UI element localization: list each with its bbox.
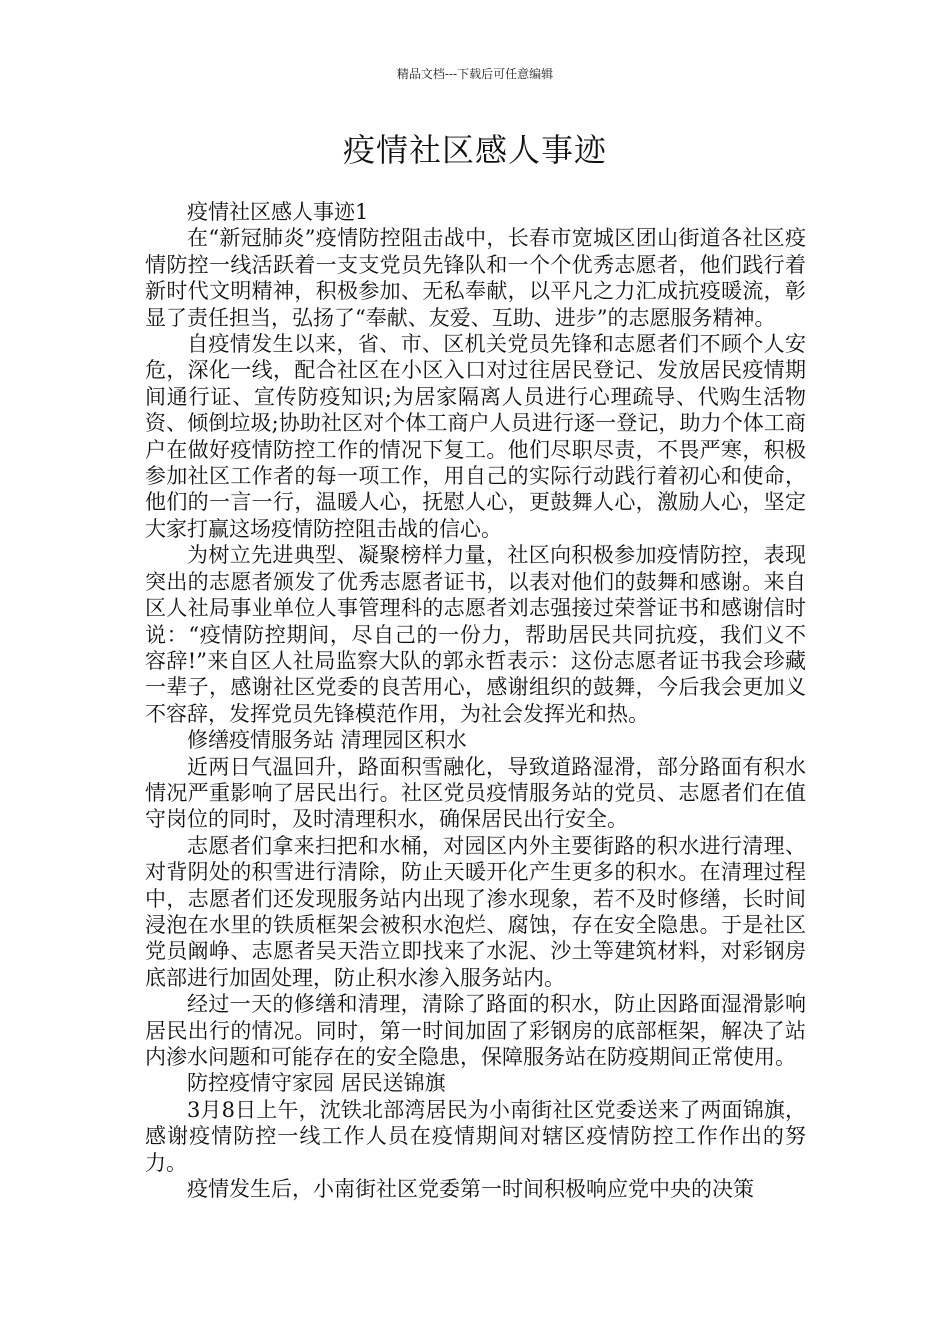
paragraph: 在“新冠肺炎”疫情防控阻击战中，长春市宽城区团山街道各社区疫情防控一线活跃着一支支党员先锋队和一个个优秀志愿者，他们践行着新时代文明精神，积极参加、无私奉献，以平凡之力汇成抗疫暖流，彰显了责任担当，弘扬了“奉献、友爱、互助、进步”的志愿服务精神。 (145, 226, 806, 330)
paragraph: 经过一天的修缮和清理，清除了路面的积水，防止因路面湿滑影响居民出行的情况。同时，第一时间加固了彩钢房的底部框架，解决了站内渗水问题和可能存在的安全隐患，保障服务站在防疫期间正常使用。 (145, 992, 806, 1069)
paragraph: 疫情发生后，小南街社区党委第一时间积极响应党中央的决策 (187, 1177, 754, 1202)
document-title: 疫情社区感人事迹 (342, 131, 607, 169)
paragraph: 近两日气温回升，路面积雪融化，导致道路湿滑，部分路面有积水情况严重影响了居民出行。社区党员疫情服务站的党员、志愿者们在值守岗位的同时，及时清理积水，确保居民出行安全。 (145, 754, 806, 832)
paragraph: 自疫情发生以来，省、市、区机关党员先锋和志愿者们不顾个人安危，深化一线，配合社区在小区入口对过往居民登记、发放居民疫情期间通行证、宣传防疫知识;为居家隔离人员进行心理疏导、代购生活物资、倾倒垃圾;协助社区对个体工商户人员进行逐一登记，助力个体工商户在做好疫情防控工作的情况下复工。他们尽职尽责，不畏严寒，积极参加社区工作者的每一项工作，用自己的实际行动践行着初心和使命，他们的一言一行，温暖人心，抚慰人心，更鼓舞人心，激励人心，坚定大家打赢这场疫情防控阻击战的信心。 (145, 332, 806, 541)
section-heading: 防控疫情守家园 居民送锦旗 (187, 1071, 446, 1096)
section-heading: 修缮疫情服务站 清理园区积水 (187, 728, 467, 753)
paragraph: 为树立先进典型、凝聚榜样力量，社区向积极参加疫情防控，表现突出的志愿者颁发了优秀志愿者证书，以表对他们的鼓舞和感谢。来自区人社局事业单位人事管理科的志愿者刘志强接过荣誉证书和感谢信时说：“疫情防控期间，尽自己的一份力，帮助居民共同抗疫，我们义不容辞!”来自区人社局监察大队的郭永哲表示：这份志愿者证书我会珍藏一辈子，感谢社区党委的良苦用心，感谢组织的鼓舞，今后我会更加义不容辞，发挥党员先锋模范作用，为社会发挥光和热。 (145, 543, 806, 726)
page-header: 精品文档---下载后可任意编辑 (396, 67, 554, 81)
document-body (145, 199, 806, 1202)
paragraph: 志愿者们拿来扫把和水桶，对园区内外主要街路的积水进行清理、对背阴处的积雪进行清除，防止天暖开化产生更多的积水。在清理过程中，志愿者们还发现服务站内出现了渗水现象，若不及时修缮，长时间浸泡在水里的铁质框架会被积水泡烂、腐蚀，存在安全隐患。于是社区党员阚峥、志愿者吴天浩立即找来了水泥、沙土等建筑材料，对彩钢房底部进行加固处理，防止积水渗入服务站内。 (145, 833, 806, 990)
paragraph-subtitle: 疫情社区感人事迹1 (187, 200, 369, 224)
paragraph: 3月8日上午，沈铁北部湾居民为小南街社区党委送来了两面锦旗，感谢疫情防控一线工作人员在疫情期间对辖区疫情防控工作作出的努力。 (145, 1097, 806, 1175)
